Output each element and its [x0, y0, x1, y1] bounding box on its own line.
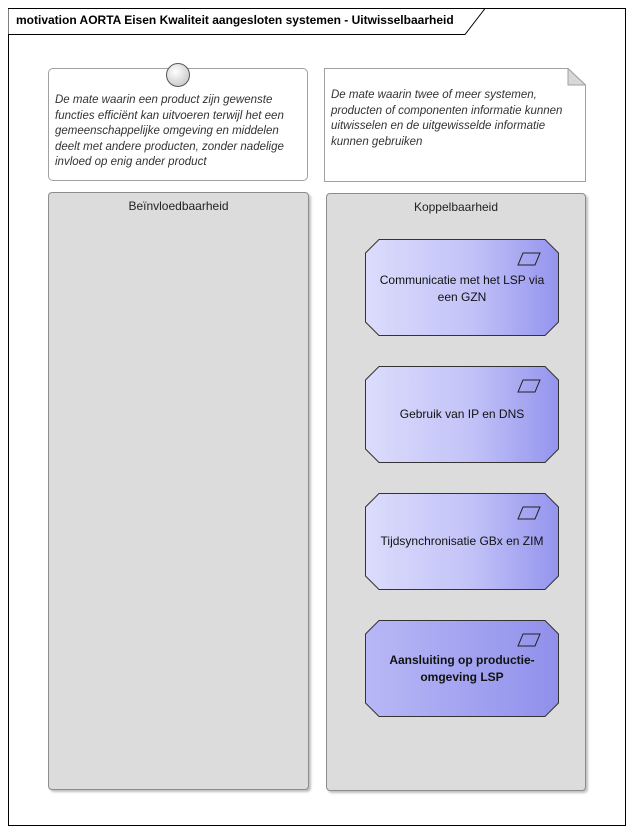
requirement-label: Gebruik van IP en DNS [399, 407, 525, 421]
note-text: De mate waarin een product zijn gewenste functies efficiënt kan uitvoeren terwijl het een gemeenschappelijke omgeving en middelen deelt met andere producten, zonder nadelige invloed op enig ander product [55, 94, 284, 168]
group-label: Koppelbaarheid [413, 200, 499, 214]
requirement-label: Aansluiting op productie-omgeving LSP [389, 652, 535, 684]
note-koppelbaarheid[interactable] [324, 68, 586, 182]
diagram-title: motivation AORTA Eisen Kwaliteit aangesloten systemen - Uitwisselbaarheid [16, 13, 454, 27]
note-text: De mate waarin twee of meer systemen, producten of componenten informatie kunnen uitwisselen en de uitgewisselde informatie kunnen gebruiken [331, 89, 563, 148]
group-beinvloedbaarheid[interactable] [48, 192, 309, 790]
requirement-label: Tijdsynchronisatie GBx en ZIM [380, 534, 544, 548]
principle-icon [165, 62, 191, 88]
requirement-communicatie-lsp-gzn[interactable] [365, 239, 559, 336]
requirement-tijdsynchronisatie[interactable] [365, 493, 559, 590]
group-label: Beïnvloedbaarheid [128, 199, 229, 213]
requirement-label: Communicatie met het LSP via een GZN [379, 272, 545, 304]
requirement-ip-dns[interactable] [365, 366, 559, 463]
requirement-aansluiting-productie[interactable] [365, 620, 559, 717]
